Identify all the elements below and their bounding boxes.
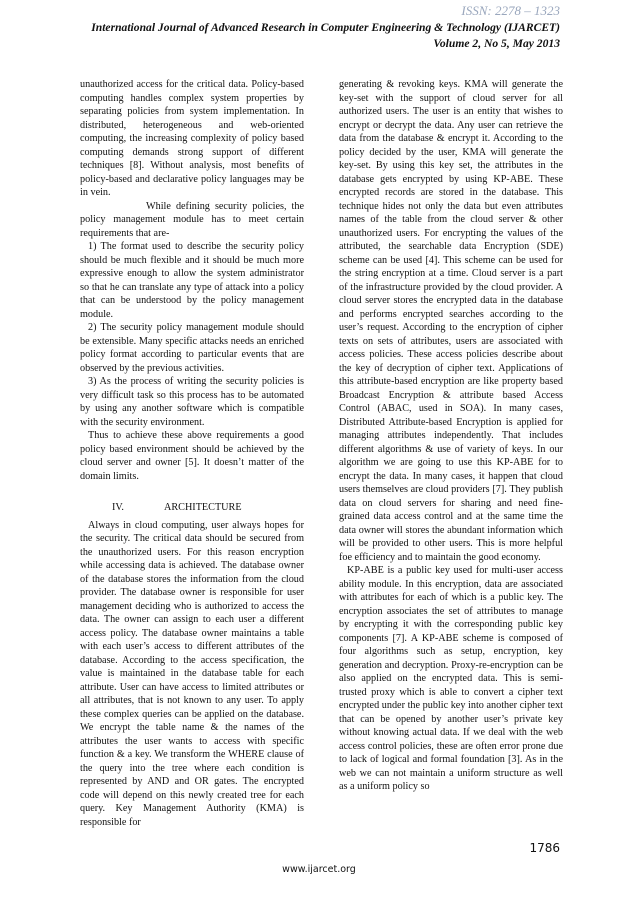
right-column [339,78,563,794]
list-item: 3) As the process of writing the security policies is very difficult task so this process has to be automated by using any another software which is compatible with the security environment. [80,376,304,428]
volume-info: Volume 2, No 5, May 2013 [433,37,560,50]
left-column [80,78,304,829]
paragraph: KP-ABE is a public key used for multi-user access ability module. In this encryption, data are associated with attributes for each of which is a public key. The encryption associates the set of attributes to manage by encrypting it with the corresponding public key components [7]. A KP-ABE scheme is composed of four algorithms such as setup, encryption, key generation and decryption. Proxy-re-encryption can be also applied on the encrypted data. This is semi-trusted proxy which is able to convert a cipher text encrypted under the public key into another cipher text that can be opened by another user’s private key without knowing actual data. If we deal with the web access control policies, these are often error prone due to lack of logical and formal foundation [3]. As in the web we can not maintain a uniform structure as well as a uniform policy so [339,565,563,792]
paragraph: Thus to achieve these above requirements a good policy based environment should be achieved by the cloud server and owner [5]. It doesn’t matter of the domain limits. [80,430,304,482]
footer-website: www.ijarcet.org [282,864,356,875]
journal-title: International Journal of Advanced Research in Computer Engineering & Technology (IJARCET) [91,21,560,34]
paragraph: While defining security policies, the policy management module has to meet certain requirements that are- [80,200,304,239]
paragraph: unauthorized access for the critical data. Policy-based computing handles complex system properties by separating policies from system implementation. In distributed, heterogeneous and web-oriented computing, the increasing complexity of policy based computing demands strong support of different techniques [8]. Without analysis, most benefits of policy-based and declarative policy languages may be in vein. [80,79,304,198]
section-title: ARCHITECTURE [164,502,242,513]
section-number: IV. [112,502,124,513]
list-item: 1) The format used to describe the security policy should be much flexible and it should be much more expressive enough to allow the system administrator so that he can translate any type of attack into a policy that can be understood by the policy management module. [80,241,304,320]
list-item: 2) The security policy management module should be extensible. Many specific attacks needs an enriched policy format according to particular events that are observed by the previous activities. [80,322,304,374]
section-heading [80,501,304,515]
issn-header: ISSN: 2278 – 1323 [461,3,560,18]
page-number: 1786 [529,841,560,855]
paragraph: Always in cloud computing, user always hopes for the security. The critical data should be secured from the unauthorized users. For this reason encryption while accessing data is achieved. The database owner of the database stores the information from the cloud provider. The database owner is responsible for user management deciding who is authorized to access the data. The owner can assign to each user a different access policy. The database owner maintains a table with each user’s access to different attributes of the database. According to the access specification, the value is maintained in the database table for each attribute. User can have access to limited attributes or all attributes, that is not known to any user. To apply these complex queries can be applied on the database. We encrypt the table name & the names of the attributes the user wants to access with specific function & a key. We transform the WHERE clause of the query into the tree where each condition is represented by AND and OR gates. The encrypted code will depend on this newly created tree for each query. Key Management Authority (KMA) is responsible for [80,519,304,828]
paragraph: generating & revoking keys. KMA will generate the key-set with the support of cloud server for all authorized users. The user is an entity that wishes to encrypt or decrypt the data. Any user can retrieve the data from the database & encrypt it. According to the policy decided by the user, KMA will generate the key-set. By using this key set, the attributes in the database gets encrypted by using KP-ABE. These encrypted records are stored in the database. This technique hides not only the data but even attributes names of the table from the cloud server & other unauthorized users. For encrypting the values of the attributed, the searchable data Encryption (SDE) scheme can be used [4]. This scheme can be used for the string encryption at a time. Cloud server is a part of the infrastructure provided by the cloud provider. A cloud server stores the encrypted data in the database and performs encrypted searches according to the user’s request. According to the encryption of cipher texts on sets of attributes, users are associated with access policies. These access policies describe about the key of decryption of cipher text. Applications of this attribute-based encryption are like property based Broadcast Encryption & attribute based Access Control (ABAC, used in SOA). In many cases, Distributed Attribute-based Encryption is applied for managing attributes independently. That includes different algorithms & use of variety of keys. In our algorithm we are going to use this KP-ABE for to encrypt the data. In many cases, it happen that cloud users themselves are cloud providers [7]. They publish data on cloud servers for sharing and need fine-grained data access control and at the same time the data owner will stores the abundant information which will be provided to other users. This is more helpful foe efficiency and to maintain the good economy. [339,79,563,563]
